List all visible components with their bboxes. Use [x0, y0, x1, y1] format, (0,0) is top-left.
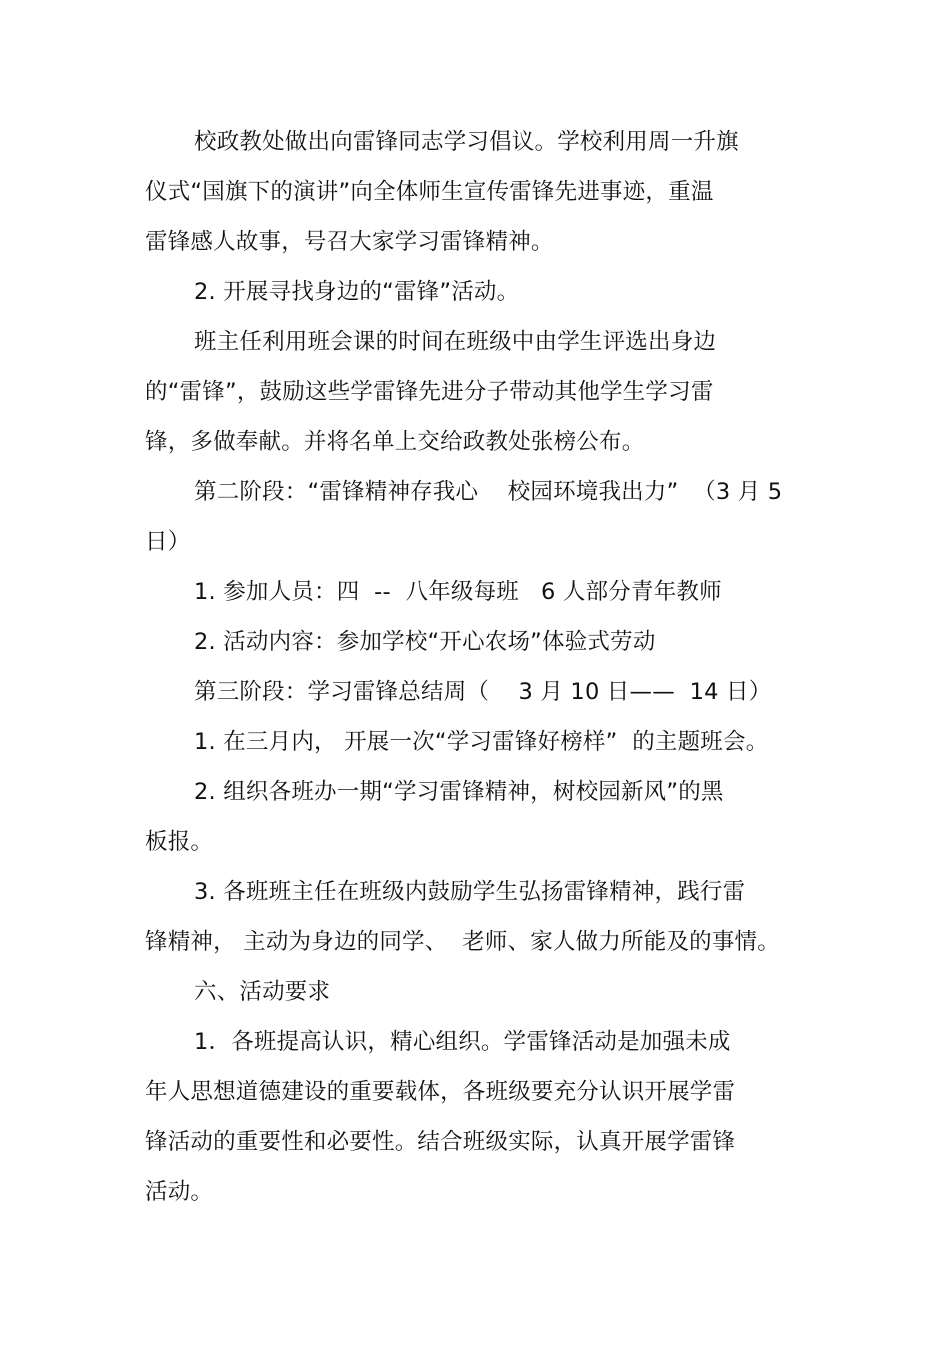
text-line: 1．各班提高认识，精心组织。学雷锋活动是加强未成: [194, 1029, 731, 1055]
text-line: 班主任利用班会课的时间在班级中由学生评选出身边: [194, 329, 717, 355]
text-line: 的“雷锋”，鼓励这些学雷锋先进分子带动其他学生学习雷: [145, 379, 714, 405]
text-line: 锋精神， 主动为身边的同学、 老师、家人做力所能及的事情。: [145, 929, 780, 955]
text-line: 锋，多做奉献。并将名单上交给政教处张榜公布。: [145, 429, 645, 455]
text-line: 仪式“国旗下的演讲”向全体师生宣传雷锋先进事迹，重温: [145, 179, 714, 205]
text-line: 2. 活动内容：参加学校“开心农场”体验式劳动: [194, 629, 656, 655]
text-line: 校政教处做出向雷锋同志学习倡议。学校利用周一升旗: [194, 129, 739, 155]
text-line: 2. 组织各班办一期“学习雷锋精神，树校园新风”的黑: [194, 779, 724, 805]
text-line: 第二阶段：“雷锋精神存我心 校园环境我出力” （3 月 5: [194, 479, 783, 505]
text-line: 第三阶段：学习雷锋总结周（ 3 月 10 日—— 14 日）: [194, 679, 772, 705]
text-line: 雷锋感人故事，号召大家学习雷锋精神。: [145, 229, 554, 255]
text-line: 3. 各班班主任在班级内鼓励学生弘扬雷锋精神，践行雷: [194, 879, 746, 905]
text-line: 日）: [145, 529, 191, 555]
text-line: 活动。: [145, 1179, 214, 1205]
section-heading: 六、活动要求: [194, 979, 331, 1005]
text-line: 板报。: [145, 829, 214, 855]
text-line: 锋活动的重要性和必要性。结合班级实际，认真开展学雷锋: [145, 1129, 736, 1155]
text-line: 年人思想道德建设的重要载体，各班级要充分认识开展学雷: [145, 1079, 736, 1105]
text-line: 2. 开展寻找身边的“雷锋”活动。: [194, 279, 520, 305]
text-line: 1. 在三月内， 开展一次“学习雷锋好榜样” 的主题班会。: [194, 729, 769, 755]
text-line: 1. 参加人员：四 -- 八年级每班 6 人部分青年教师: [194, 579, 722, 605]
